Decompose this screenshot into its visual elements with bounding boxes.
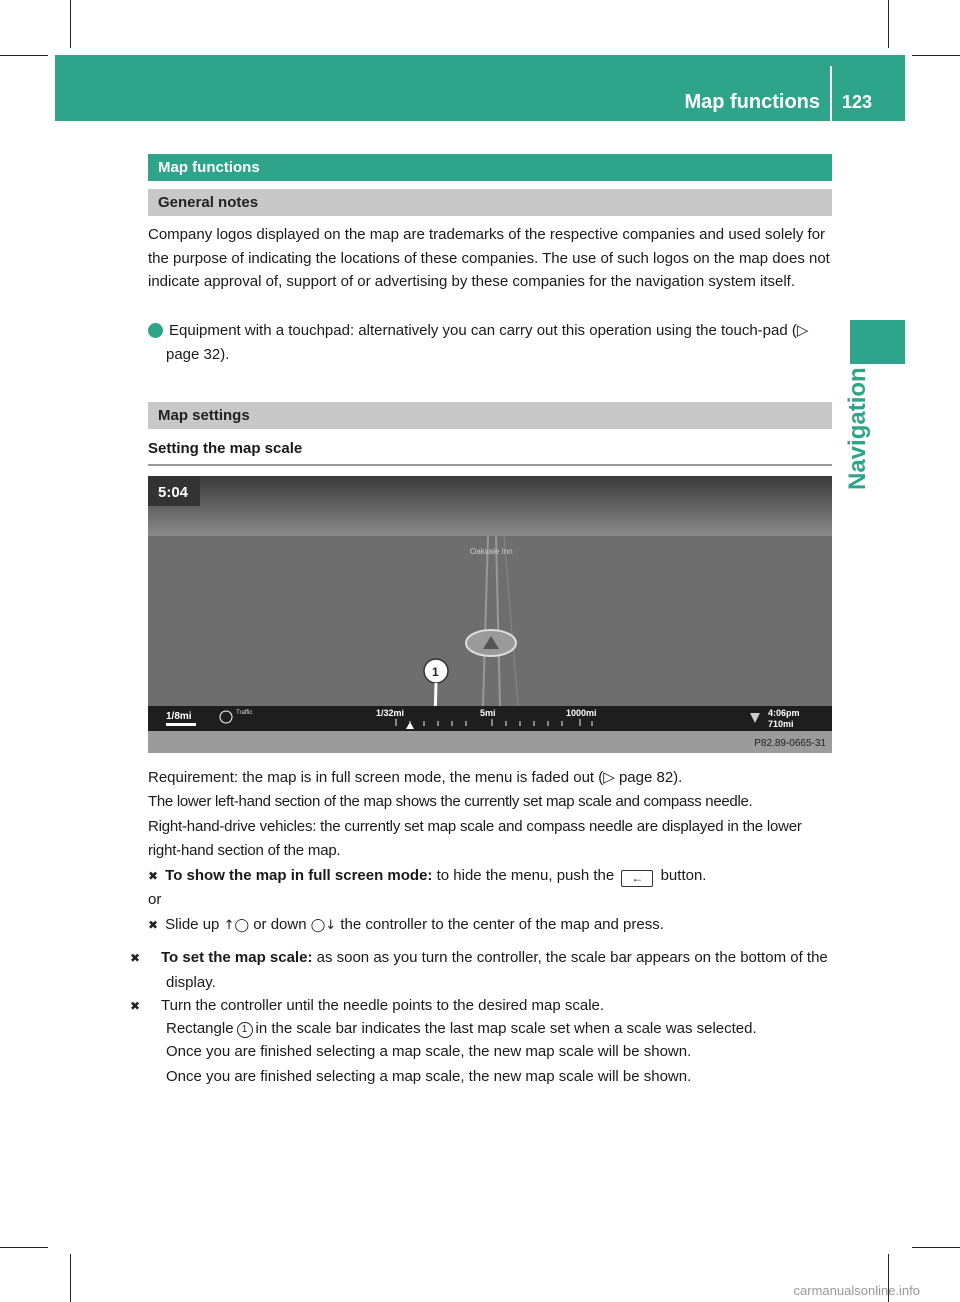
scale-mark: 1/32mi xyxy=(376,708,405,718)
header-title: Map functions xyxy=(684,91,820,113)
requirement-text: Requirement: the map is in full screen mode, the menu is faded out (▷ page 82). xyxy=(148,769,683,786)
crop-mark xyxy=(912,1247,960,1248)
callout-number: 1 xyxy=(432,665,439,679)
figure-caption-bar xyxy=(148,731,832,753)
info-note-text: Equipment with a touchpad: alternatively you can carry out this operation using the touch-pad (▷ page 32). xyxy=(166,322,809,363)
map-ground xyxy=(148,536,832,706)
general-notes-body: Company logos displayed on the map are trademarks of the respective companies and used solely for the purpose of indicating the locations of these companies. The use of such logos on the map does not indicate approval of, support of or advertising by these companies for the navigation system itself. xyxy=(148,226,830,290)
scale-mark: 1000mi xyxy=(566,708,597,718)
or-text: or xyxy=(148,891,162,908)
side-tab-label: Navigation xyxy=(844,367,871,490)
step-fullscreen-label: To show the map in full screen mode: xyxy=(165,867,433,884)
scale-line xyxy=(166,723,196,726)
map-scale-subheading: Setting the map scale xyxy=(148,440,303,457)
crop-mark xyxy=(912,55,960,56)
divider xyxy=(148,464,832,466)
crop-mark xyxy=(888,0,889,48)
figure-code: P82.89-0665-31 xyxy=(754,738,826,749)
page-number: 123 xyxy=(842,92,873,112)
once-text-1: Once you are finished selecting a map scale, the new map scale will be shown. xyxy=(166,1043,692,1060)
slide-text: the controller to the center of the map and press. xyxy=(340,916,664,933)
info-icon: i xyxy=(148,323,163,338)
step-slide xyxy=(148,913,838,938)
step-set-scale xyxy=(130,946,838,994)
poi-label: Oakvale Inn xyxy=(470,547,513,556)
step-set-scale-label: To set the map scale: xyxy=(161,949,313,966)
rect-text: in the scale bar indicates the last map scale set when a scale was selected. xyxy=(255,1020,757,1037)
map-screenshot xyxy=(148,476,832,753)
rhd-text: Right-hand-drive vehicles: the currently set map scale and compass needle are displayed in the lower right-hand section of the map. xyxy=(148,818,802,859)
info-note xyxy=(144,319,836,366)
bullet-arrow-icon: ✖ xyxy=(130,999,141,1013)
rect-text: Rectangle xyxy=(166,1020,234,1037)
crop-mark xyxy=(0,1247,48,1248)
slide-text: Slide up xyxy=(165,916,220,933)
general-notes-heading: General notes xyxy=(148,189,832,216)
watermark: carmanualsonline.info xyxy=(793,1283,920,1298)
turn-text: Turn the controller until the needle points to the desired map scale. xyxy=(161,997,605,1014)
step-fullscreen-text: to hide the menu, push the xyxy=(436,867,615,884)
map-settings-heading: Map settings xyxy=(148,402,832,429)
slide-up-icon: ↑◯ xyxy=(223,918,250,933)
step-fullscreen xyxy=(148,864,838,889)
crop-mark xyxy=(70,0,71,48)
step-turn xyxy=(130,994,838,1019)
bullet-arrow-icon: ✖ xyxy=(148,869,159,883)
map-horizon xyxy=(148,476,832,536)
eta-time: 4:06pm xyxy=(768,708,800,718)
crop-mark xyxy=(70,1254,71,1302)
lower-left-text: The lower left-hand section of the map shows the currently set map scale and compass needle. xyxy=(148,793,753,810)
crop-mark xyxy=(0,55,48,56)
back-button-icon: ← xyxy=(621,870,653,887)
step-set-scale-text: as soon as you turn the controller, the scale bar appears on the bottom of the display. xyxy=(166,949,828,991)
step-fullscreen-text-end: button. xyxy=(660,867,707,884)
slide-down-icon: ◯↓ xyxy=(310,918,337,933)
bullet-arrow-icon: ✖ xyxy=(130,951,141,965)
traffic-label: Traffic xyxy=(236,710,253,716)
bullet-arrow-icon: ✖ xyxy=(148,918,159,932)
side-tab xyxy=(850,320,905,364)
eta-distance: 710mi xyxy=(768,719,794,729)
rectangle-text xyxy=(148,1017,838,1041)
slide-text: or down xyxy=(253,916,307,933)
header-separator xyxy=(830,66,832,121)
map-illustration xyxy=(148,476,832,753)
scale-mark: 5mi xyxy=(480,708,496,718)
callout-number-icon: 1 xyxy=(237,1022,253,1038)
section-heading: Map functions xyxy=(148,154,832,181)
scale-left-label: 1/8mi xyxy=(166,711,192,722)
clock-text: 5:04 xyxy=(158,484,189,501)
once-text-2: Once you are finished selecting a map scale, the new map scale will be shown. xyxy=(166,1068,692,1085)
